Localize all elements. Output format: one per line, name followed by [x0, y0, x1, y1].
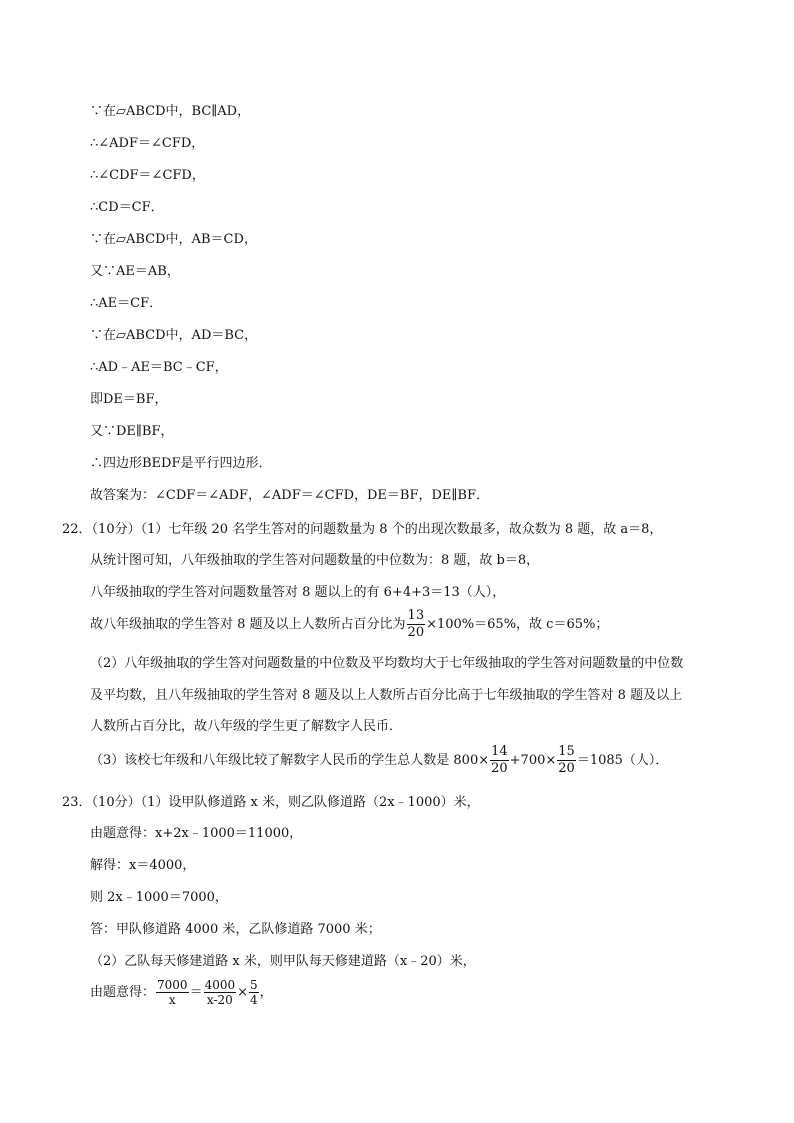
q22-part3-post: ＝1085（人）．	[576, 753, 669, 768]
q23-line-2: 由题意得：x+2x﹣1000＝11000，	[90, 826, 303, 841]
q22-line-4-pre: 故八年级抽取的学生答对 8 题及以上人数所占百分比为	[90, 617, 406, 632]
proof-line-11: 又∵DE∥BF，	[90, 424, 174, 439]
q23-line-5: 答：甲队修道路 4000 米，乙队修道路 7000 米；	[90, 922, 381, 937]
fraction-denominator: 20	[407, 625, 425, 640]
fraction-14-20	[490, 744, 509, 777]
fraction-5-4	[249, 978, 259, 1007]
fraction-15-20	[557, 744, 576, 777]
q22-part3-mid: +700×	[509, 753, 557, 768]
fraction-numerator: 4000	[204, 978, 236, 992]
fraction-numerator: 15	[558, 744, 575, 759]
fraction-denominator: 20	[558, 761, 575, 776]
fraction-7000-x	[156, 978, 189, 1007]
proof-line-9: ∴AD﹣AE＝BC﹣CF，	[90, 360, 228, 375]
q23-line-3: 解得：x＝4000，	[90, 858, 196, 873]
proof-line-8: ∵在▱ABCD中，AD＝BC，	[90, 328, 258, 343]
fraction-denominator: x-20	[206, 993, 233, 1007]
q22-head: 22．（10分）（1）七年级 20 名学生答对的问题数量为 8 个的出现次数最多，故众数为 8 题，故 a＝8，	[62, 522, 663, 537]
fraction-denominator: x	[168, 993, 176, 1007]
fraction-numerator: 5	[250, 978, 258, 992]
q23-equation-line	[90, 978, 273, 1007]
fraction-4000-x-20	[204, 978, 237, 1007]
proof-line-4: ∴CD＝CF．	[90, 200, 164, 215]
q22-line-2: 从统计图可知，八年级抽取的学生答对问题数量的中位数为：8 题，故 b＝8，	[90, 553, 540, 568]
q23-equation-pre: 由题意得：	[90, 985, 156, 1000]
q22-line-4	[90, 608, 608, 641]
answer-line: 故答案为：∠CDF＝∠ADF，∠ADF＝∠CFD，DE＝BF，DE∥BF．	[90, 488, 489, 503]
q23-line-6: （2）乙队每天修建道路 x 米，则甲队每天修建道路（x﹣20）米，	[90, 954, 476, 969]
proof-line-3: ∴∠CDF＝∠CFD，	[90, 168, 205, 183]
proof-line-2: ∴∠ADF＝∠CFD，	[90, 136, 205, 151]
q22-line-3: 八年级抽取的学生答对问题数量答对 8 题以上的有 6+4+3＝13（人），	[90, 585, 506, 600]
proof-line-7: ∴AE＝CF．	[90, 296, 163, 311]
q23-equation-post: ，	[259, 985, 273, 1000]
proof-line-10: 即DE＝BF，	[90, 392, 168, 407]
proof-line-6: 又∵AE＝AB，	[90, 264, 180, 279]
fraction-13-20	[407, 608, 426, 641]
proof-line-1: ∵在▱ABCD中，BC∥AD，	[90, 104, 251, 119]
q22-part2-line-3: 人数所占百分比，故八年级的学生更了解数字人民币．	[90, 719, 403, 734]
q22-part3-line	[90, 744, 668, 777]
fraction-denominator: 20	[491, 761, 508, 776]
times-sign: ×	[237, 985, 249, 1000]
q23-head: 23．（10分）（1）设甲队修道路 x 米，则乙队修道路（2x﹣1000）米，	[62, 795, 480, 810]
q22-part2-line-2: 及平均数，且八年级抽取的学生答对 8 题及以上人数所占百分比高于七年级抽取的学生答对 8 题及以上	[90, 688, 683, 703]
q22-line-4-post: ×100%＝65%，故 c＝65%；	[426, 617, 609, 632]
q23-line-4: 则 2x﹣1000＝7000，	[90, 890, 228, 905]
fraction-denominator: 4	[250, 993, 258, 1007]
proof-line-5: ∵在▱ABCD中，AB＝CD，	[90, 232, 257, 247]
proof-line-12: ∴四边形BEDF是平行四边形．	[90, 456, 272, 471]
q22-part3-pre: （3）该校七年级和八年级比较了解数字人民币的学生总人数是 800×	[90, 753, 490, 768]
fraction-numerator: 14	[491, 744, 508, 759]
q22-part2-line-1: （2）八年级抽取的学生答对问题数量的中位数及平均数均大于七年级抽取的学生答对问题数量的中位数	[90, 656, 684, 671]
fraction-numerator: 13	[407, 608, 425, 623]
equals-sign: ＝	[189, 985, 203, 1000]
fraction-numerator: 7000	[157, 978, 188, 992]
